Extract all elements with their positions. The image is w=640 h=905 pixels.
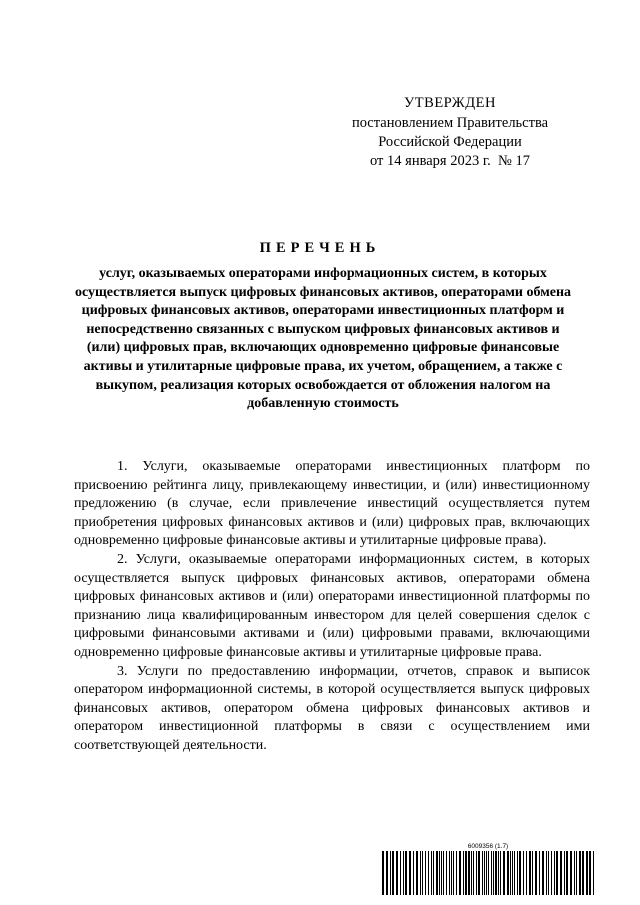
document-body: [74, 458, 590, 756]
list-item-2: 2. Услуги, оказываемые операторами информационных систем, в которых осуществляется выпуск цифровых финансовых активов, операторами обмена цифровых финансовых активов и (или) операторами инвестиционной платформы по признанию лица квалифицированным инвестором для целей совершения сделок с цифровыми финансовыми активами и (или) цифровыми правами, включающими одновременно цифровые финансовые активы и утилитарные цифровые права.: [74, 551, 590, 660]
approval-head: УТВЕРЖДЕН: [404, 95, 496, 111]
approval-line-2: Российской Федерации: [378, 134, 522, 150]
approval-number: № 17: [498, 153, 530, 169]
list-item-3: 3. Услуги по предоставлению информации, отчетов, справок и выписок оператором информационной системы, в которой осуществляется выпуск цифровых финансовых активов, оператором обмена цифровых финансовых активов и оператором инвестиционной платформы в связи с осуществлением ими соответствующей деятельности.: [74, 663, 590, 753]
approval-date: от 14 января 2023 г.: [370, 153, 491, 169]
list-item-1: 1. Услуги, оказываемые операторами инвестиционных платформ по присвоению рейтинга лицу, привлекающему инвестиции, и (или) инвестиционному предложению (в случае, если привлечение инвестиций осуществляется путем приобретения цифровых финансовых активов и (или) цифровых прав, включающих одновременно цифровые финансовые активы и утилитарные цифровые права).: [74, 459, 590, 549]
document-subtitle: услуг, оказываемых операторами информационных систем, в которых осуществляется выпуск цифровых финансовых активов, операторами обмена цифровых финансовых активов, операторами инвестиционных платформ и непосредственно связанных с выпуском цифровых финансовых активов и (или) цифровых прав, включающих одновременно цифровые финансовые активы и утилитарные цифровые права, их учетом, обращением, а также с выкупом, реализация которых освобождается от обложения налогом на добавленную стоимость: [74, 266, 572, 412]
approval-stamp: [300, 94, 600, 171]
approval-line-1: постановлением Правительства: [351, 115, 549, 131]
barcode-number: 6009356 (1.7): [467, 843, 509, 850]
approval-date-line: [300, 152, 600, 171]
barcode-block: [382, 843, 594, 895]
barcode-image: [382, 851, 594, 895]
document-title: ПЕРЕЧЕНЬ: [259, 240, 381, 256]
